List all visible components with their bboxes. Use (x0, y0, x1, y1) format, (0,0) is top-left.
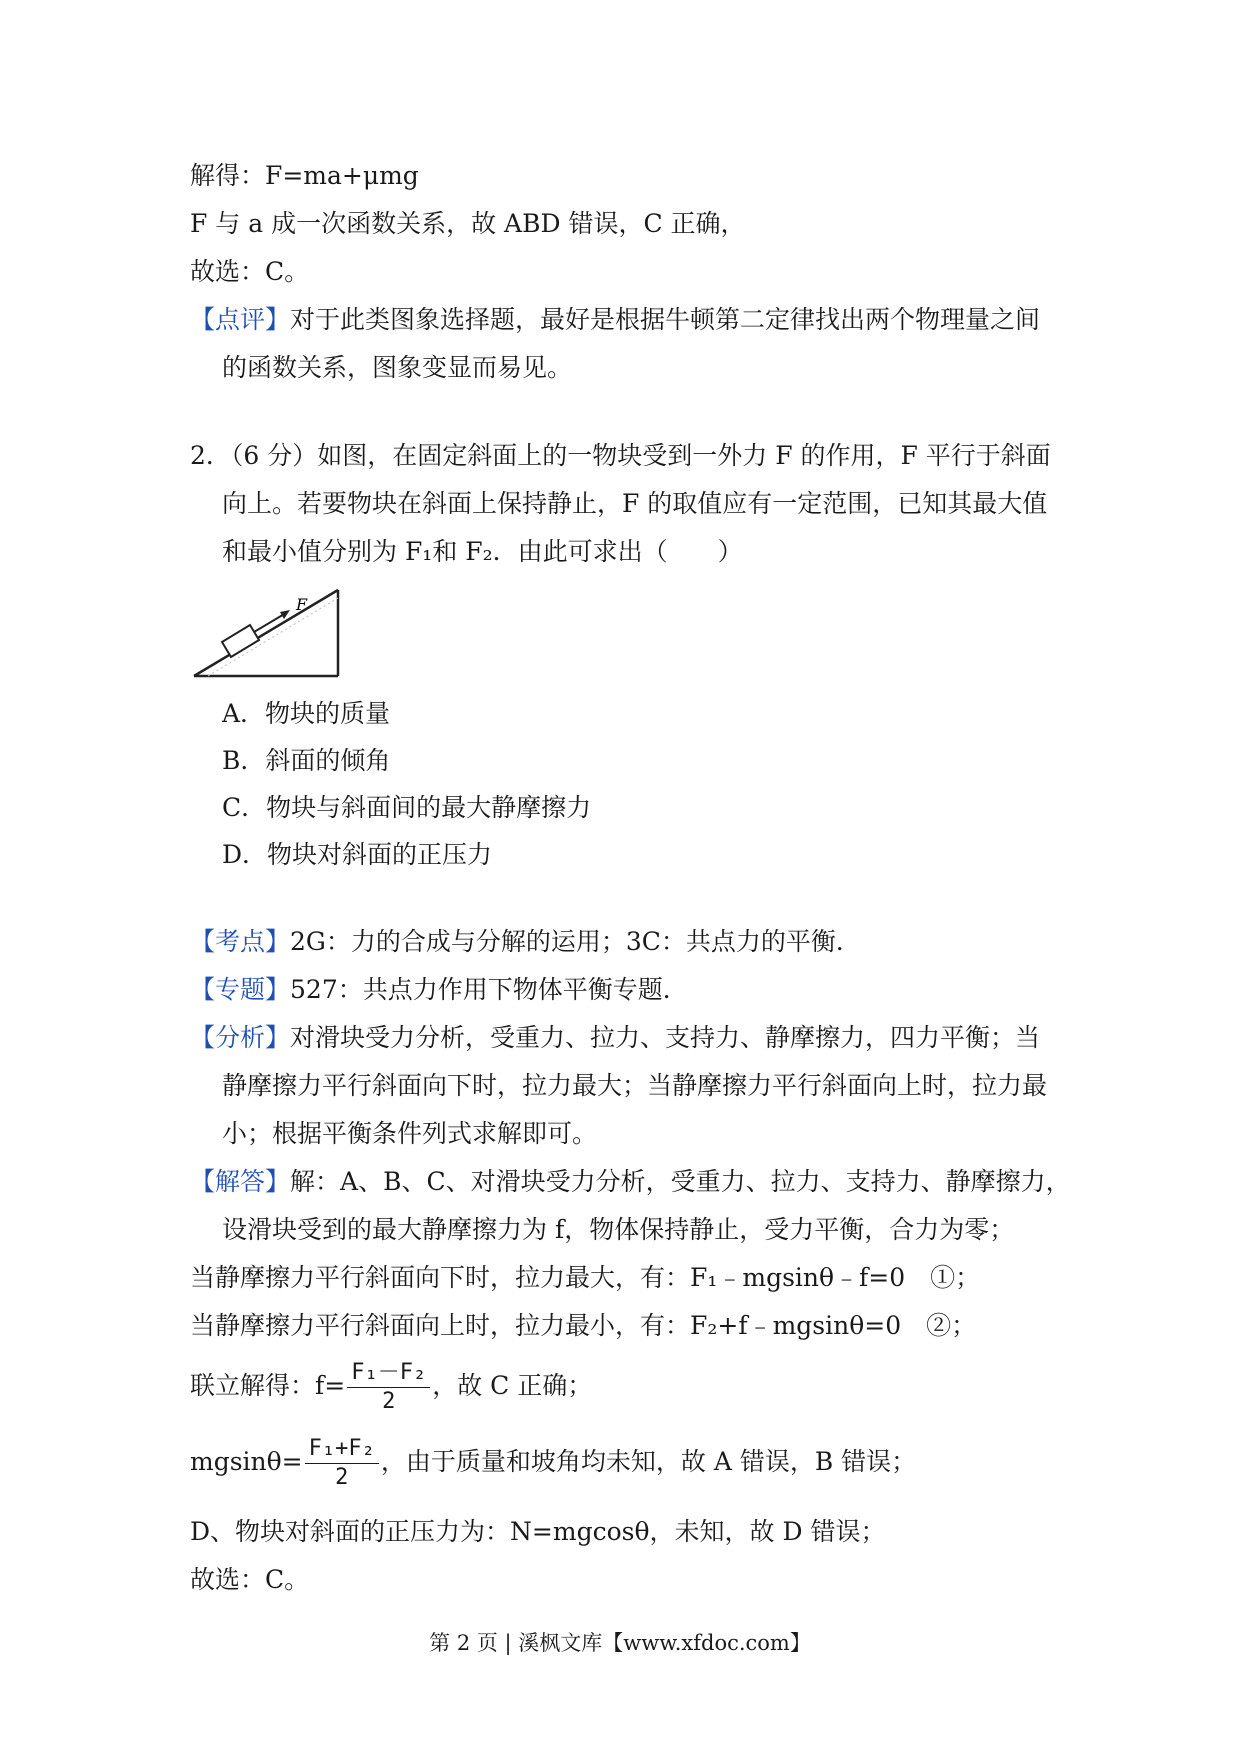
jieda-line (190, 1164, 1071, 1200)
option-c: C．物块与斜面间的最大静摩擦力 (222, 793, 592, 822)
fraction-line (190, 1356, 592, 1416)
fraction-denominator: 2 (382, 1389, 396, 1414)
kaodian-line (190, 924, 861, 960)
force-arrowhead (280, 610, 290, 619)
zhuanti-line (190, 972, 688, 1008)
fraction-denominator: 2 (335, 1465, 349, 1490)
jieda-line: 当静摩擦力平行斜面向上时，拉力最小，有：F₂+f﹣mgsinθ=0 ②； (190, 1311, 977, 1340)
incline-figure (192, 588, 342, 680)
fenxi-text: 对滑块受力分析，受重力、拉力、支持力、静摩擦力，四力平衡；当 (290, 1023, 1041, 1052)
jieda-line: 故选：C。 (190, 1565, 310, 1594)
block-shape (222, 625, 259, 657)
comment-line: 的函数关系，图象变显而易见。 (222, 353, 573, 382)
question-stem: 和最小值分别为 F₁和 F₂．由此可求出（ ） (222, 537, 743, 566)
zhuanti-text: 527：共点力作用下物体平衡专题． (290, 975, 688, 1004)
fraction-f (347, 1359, 430, 1416)
incline-slope (194, 590, 338, 676)
fenxi-line: 小；根据平衡条件列式求解即可。 (222, 1119, 598, 1148)
comment-text: 对于此类图象选择题，最好是根据牛顿第二定律找出两个物理量之间 (290, 305, 1041, 334)
jieda-line: D、物块对斜面的正压力为：N=mgcosθ，未知，故 D 错误； (190, 1517, 886, 1546)
page-footer: 第 2 页 | 溪枫文库【www.xfdoc.com】 (429, 1631, 811, 1655)
kaodian-tag: 【考点】 (190, 927, 291, 956)
jieda-line: 当静摩擦力平行斜面向下时，拉力最大，有：F₁﹣mgsinθ﹣f=0 ①； (190, 1263, 981, 1292)
solution-line: F 与 a 成一次函数关系，故 ABD 错误，C 正确， (190, 209, 746, 238)
solution-line: 解得：F=ma+μmg (190, 161, 419, 190)
fraction-numerator: F₁－F₂ (347, 1359, 430, 1388)
incline-hatch (208, 598, 338, 676)
zhuanti-tag: 【专题】 (190, 975, 291, 1004)
question-stem: 向上。若要物块在斜面上保持静止，F 的取值应有一定范围，已知其最大值 (222, 489, 1048, 518)
option-b: B．斜面的倾角 (222, 746, 391, 775)
force-label: F (296, 595, 308, 614)
jieda-line: 设滑块受到的最大静摩擦力为 f，物体保持静止，受力平衡，合力为零； (222, 1215, 1015, 1244)
fraction-numerator: F₁+F₂ (305, 1435, 379, 1464)
fenxi-line: 静摩擦力平行斜面向下时，拉力最大；当静摩擦力平行斜面向上时，拉力最 (222, 1071, 1048, 1100)
fraction-suffix: ，由于质量和坡角均未知，故 A 错误，B 错误； (380, 1447, 917, 1476)
fraction-line (190, 1432, 916, 1492)
comment-line (190, 302, 1040, 338)
fraction-mgsin (305, 1435, 379, 1492)
jieda-tag: 【解答】 (190, 1167, 291, 1196)
option-a: A．物块的质量 (222, 699, 391, 728)
kaodian-text: 2G：力的合成与分解的运用；3C：共点力的平衡． (290, 927, 861, 956)
question-stem: 2．（6 分）如图，在固定斜面上的一物块受到一外力 F 的作用，F 平行于斜面 (190, 441, 1051, 470)
solution-line: 故选：C。 (190, 257, 310, 286)
fraction-prefix: 联立解得：f= (190, 1371, 346, 1400)
comment-tag: 【点评】 (190, 305, 291, 334)
fraction-suffix: ，故 C 正确； (432, 1371, 593, 1400)
fenxi-line (190, 1020, 1040, 1056)
fenxi-tag: 【分析】 (190, 1023, 291, 1052)
option-d: D．物块对斜面的正压力 (222, 840, 493, 869)
fraction-prefix: mgsinθ= (190, 1447, 303, 1476)
jieda-text: 解：A、B、C、对滑块受力分析，受重力、拉力、支持力、静摩擦力， (290, 1167, 1071, 1196)
